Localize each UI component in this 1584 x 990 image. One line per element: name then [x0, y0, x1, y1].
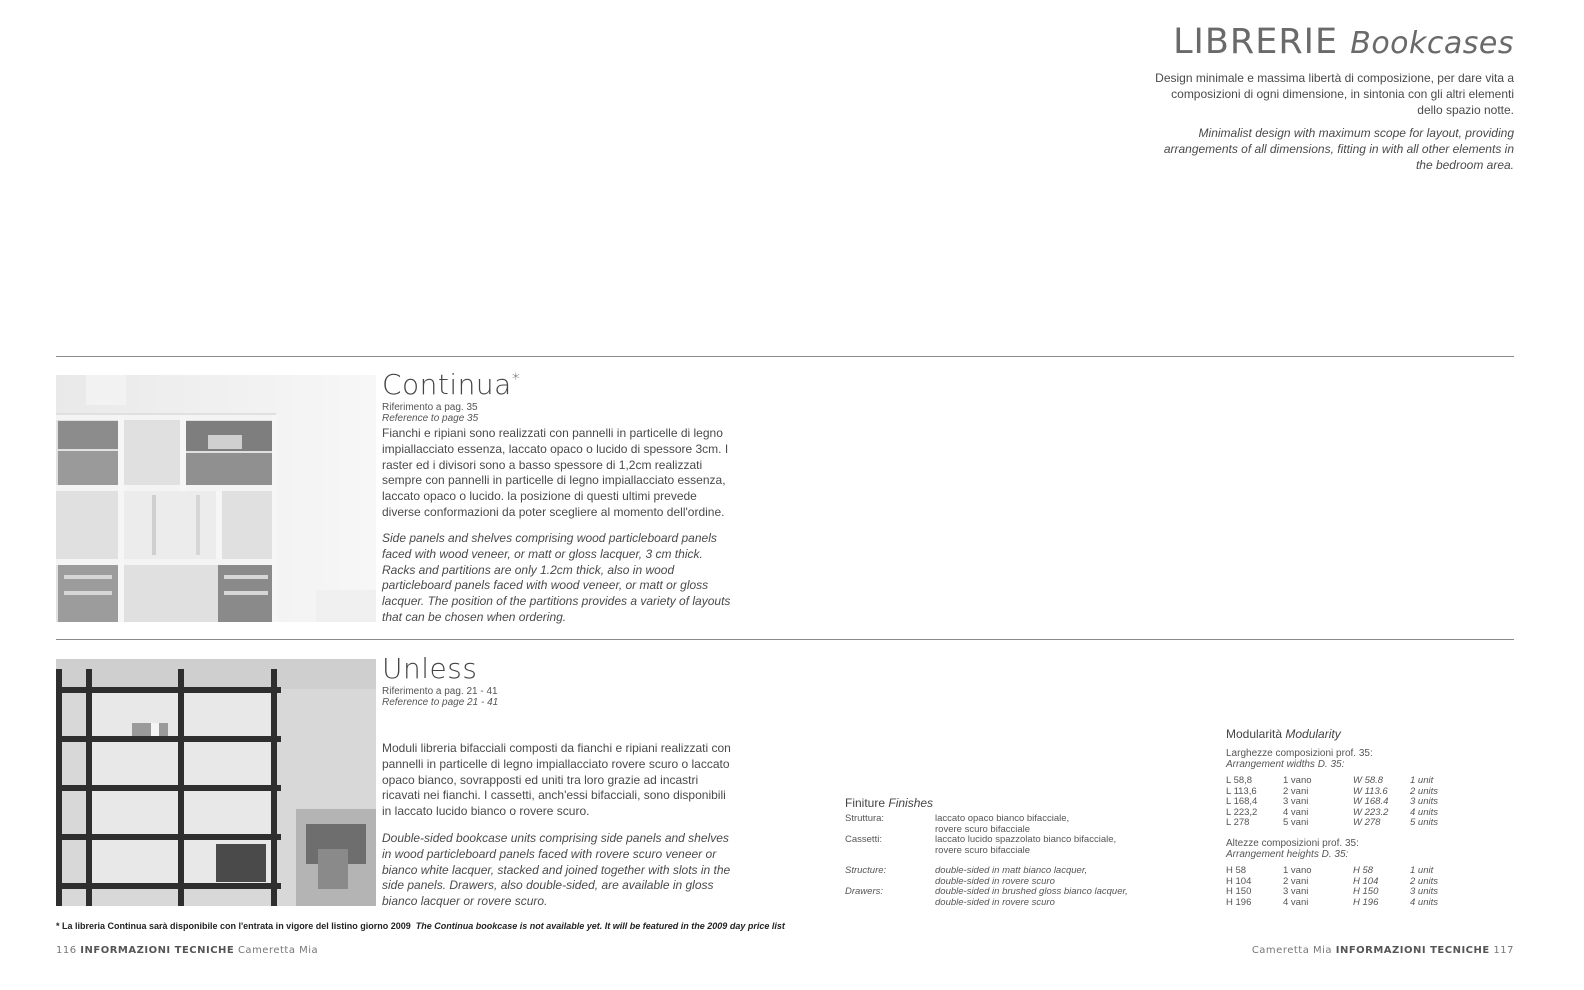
- unless-reference: [382, 686, 498, 708]
- continua-ref-it: Riferimento a pag. 35: [382, 402, 478, 413]
- modularity-cell: L 113,6: [1226, 785, 1257, 797]
- footer-section-right: INFORMAZIONI TECNICHE: [1335, 945, 1490, 956]
- modularity-cell: 5 vani: [1283, 817, 1309, 828]
- continua-asterisk: *: [511, 369, 521, 388]
- finish-value-struttura: [935, 814, 1135, 835]
- modularity-cell: 1 unit: [1410, 775, 1434, 786]
- product-name-unless: [382, 652, 477, 685]
- unless-photo: [56, 659, 376, 906]
- finishes-title: [845, 796, 933, 810]
- footnote: [56, 921, 785, 931]
- heights-heading: [1226, 839, 1359, 860]
- footer-section-left: INFORMAZIONI TECNICHE: [80, 945, 235, 956]
- unless-description-it: Moduli libreria bifacciali composti da fianchi e ripiani realizzati con pannelli in particelle di legno impiallacciato rovere scuro o laccato opaco bianco, sovrapposti ed uniti tra loro grazie ad incastri ricavati nei fianchi. I cassetti, anch'essi bifacciali, sono disponibili in laccato lucido bianco o rovere scuro.: [382, 741, 731, 819]
- modularity-title-en: Modularity: [1285, 727, 1341, 741]
- unless-description-en: Double-sided bookcase units comprising side panels and shelves in wood particleboard panels faced with rovere scuro veneer or bianco white lacquer, stacked and joined together with slots in the side panels. Drawers, also double-sided, are available in gloss bianco lacquer or rovere scuro.: [382, 831, 731, 909]
- heights-table: [1226, 866, 1438, 908]
- modularity-cell: 2 vani: [1283, 785, 1309, 797]
- modularity-cell: W 168.4: [1353, 796, 1389, 807]
- finish-label-cassetti: Cassetti:: [845, 834, 882, 845]
- continua-description-it: Fianchi e ripiani sono realizzati con pannelli in particelle di legno impiallacciato essenza, laccato opaco o lucido di spessore 3cm. I raster ed i divisori sono a basso spessore di 1,2cm realizzati sempre con pannelli in particelle di legno impiallacciato essenza, laccato opaco o lucido. la posizione di questi ultimi prevede diverse conformazioni da poter scegliere al momento dell'ordine.: [382, 426, 729, 519]
- footer-left: [56, 945, 318, 956]
- finish-line: laccato opaco bianco bifacciale,: [935, 813, 1070, 824]
- finish-line: double-sided in matt bianco lacquer,: [935, 865, 1088, 876]
- unless-ref-it: Riferimento a pag. 21 - 41: [382, 686, 498, 697]
- finish-line: laccato lucido spazzolato bianco bifacciale,: [935, 834, 1117, 845]
- modularity-row: [1226, 887, 1438, 898]
- modularity-cell: W 278: [1353, 817, 1381, 828]
- finishes-title-en: Finishes: [888, 796, 934, 810]
- finish-value-cassetti: [935, 835, 1135, 856]
- modularity-cell: H 58: [1226, 865, 1247, 876]
- heights-heading-en: Arrangement heights D. 35:: [1226, 848, 1349, 860]
- finish-value-structure: [935, 866, 1135, 887]
- modularity-cell: L 278: [1226, 817, 1250, 828]
- finish-label-struttura: Struttura:: [845, 813, 885, 824]
- finish-line: rovere scuro bifacciale: [935, 823, 1031, 835]
- divider-top: [56, 356, 1514, 357]
- footer-right: [1252, 945, 1514, 956]
- widths-heading: [1226, 749, 1373, 770]
- modularity-cell: L 168,4: [1226, 796, 1258, 807]
- modularity-title-it: Modularità: [1226, 727, 1283, 741]
- modularity-row: [1226, 866, 1438, 877]
- modularity-cell: 4 vani: [1283, 896, 1309, 908]
- unless-ref-en: Reference to page 21 - 41: [382, 697, 499, 708]
- finish-line: rovere scuro bifacciale: [935, 844, 1031, 856]
- modularity-cell: L 58,8: [1226, 775, 1253, 786]
- continua-description-en: Side panels and shelves comprising wood particleboard panels faced with wood veneer, or matt or gloss lacquer, 3 cm thick. Racks and partitions are only 1.2cm thick, also in wood particleboard panels faced with wood veneer, or matt or gloss lacquer. The position of the partitions provides a variety of layouts that can be chosen when ordering.: [382, 531, 731, 624]
- page-title: [1173, 22, 1514, 62]
- modularity-cell: 1 vano: [1283, 865, 1312, 876]
- modularity-cell: 2 units: [1410, 785, 1438, 797]
- continua-name-text: Continua: [382, 368, 512, 401]
- continua-ref-en: Reference to page 35: [382, 413, 479, 424]
- finish-value-drawers: [935, 887, 1135, 908]
- finishes-title-it: Finiture: [845, 796, 886, 810]
- modularity-cell: 3 units: [1410, 796, 1438, 807]
- modularity-cell: H 196: [1226, 896, 1252, 908]
- footnote-en: The Continua bookcase is not available yet. It will be featured in the 2009 day price list: [415, 921, 785, 931]
- modularity-cell: W 223.2: [1353, 806, 1389, 818]
- title-italian: LIBRERIE: [1173, 22, 1339, 62]
- finish-line: double-sided in brushed gloss bianco lacquer,: [935, 886, 1128, 897]
- finish-line: double-sided in rovere scuro: [935, 875, 1055, 887]
- widths-heading-en: Arrangement widths D. 35:: [1226, 758, 1345, 770]
- footer-brand-right: Cameretta Mia: [1251, 945, 1333, 956]
- modularity-row: [1226, 808, 1438, 819]
- modularity-cell: 4 units: [1410, 806, 1438, 818]
- modularity-cell: 4 vani: [1283, 806, 1309, 818]
- finish-line: double-sided in rovere scuro: [935, 896, 1055, 908]
- divider-middle: [56, 639, 1514, 640]
- modularity-row: [1226, 797, 1438, 808]
- modularity-row: [1226, 877, 1438, 888]
- modularity-cell: H 150: [1353, 886, 1379, 897]
- finish-label-drawers: Drawers:: [845, 886, 884, 897]
- modularity-cell: H 104: [1226, 875, 1252, 887]
- modularity-cell: 4 units: [1410, 896, 1438, 908]
- modularity-cell: H 150: [1226, 886, 1252, 897]
- intro-english: Minimalist design with maximum scope for layout, providing arrangements of all dimensions, fitting in with all other elements in the bedroom area.: [1163, 126, 1514, 172]
- heights-heading-it: Altezze composizioni prof. 35:: [1226, 838, 1359, 849]
- modularity-cell: H 104: [1353, 875, 1379, 887]
- modularity-row: [1226, 898, 1438, 909]
- modularity-cell: W 113.6: [1353, 785, 1388, 797]
- modularity-cell: 3 units: [1410, 886, 1438, 897]
- modularity-cell: L 223,2: [1226, 806, 1258, 818]
- modularity-cell: 5 units: [1410, 817, 1438, 828]
- continua-reference: [382, 402, 478, 424]
- page-number-right: 117: [1493, 945, 1514, 956]
- modularity-cell: H 58: [1353, 865, 1374, 876]
- footnote-it: * La libreria Continua sarà disponibile con l'entrata in vigore del listino giorno 2009: [56, 921, 411, 931]
- intro-italian: Design minimale e massima libertà di composizione, per dare vita a composizioni di ogni dimensione, in sintonia con gli altri elementi dello spazio notte.: [1155, 71, 1514, 117]
- modularity-cell: H 196: [1353, 896, 1379, 908]
- modularity-row: [1226, 776, 1438, 787]
- modularity-row: [1226, 818, 1438, 829]
- product-name-continua: [382, 368, 520, 401]
- modularity-cell: 1 vano: [1283, 775, 1312, 786]
- modularity-cell: 2 units: [1410, 875, 1438, 887]
- page-number-left: 116: [56, 945, 77, 956]
- modularity-cell: W 58.8: [1353, 775, 1384, 786]
- widths-table: [1226, 776, 1438, 829]
- footer-brand-left: Cameretta Mia: [237, 945, 319, 956]
- modularity-cell: 1 unit: [1410, 865, 1434, 876]
- modularity-row: [1226, 787, 1438, 798]
- unless-name-text: Unless: [382, 652, 478, 685]
- title-english: Bookcases: [1350, 26, 1514, 61]
- modularity-title: [1226, 727, 1341, 741]
- continua-photo: [56, 375, 376, 622]
- finish-label-structure: Structure:: [845, 865, 887, 876]
- modularity-cell: 3 vani: [1283, 796, 1309, 807]
- modularity-cell: 2 vani: [1283, 875, 1309, 887]
- widths-heading-it: Larghezze composizioni prof. 35:: [1226, 748, 1373, 759]
- modularity-cell: 3 vani: [1283, 886, 1309, 897]
